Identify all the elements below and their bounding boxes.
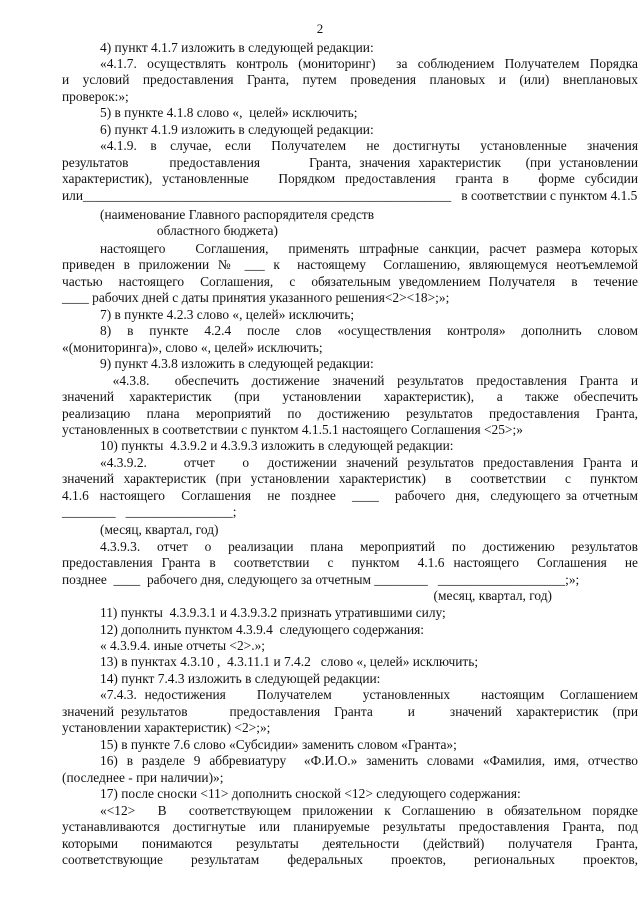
text-line: или_______________________________________________________ в соответствии с пунктом 4.1.5 (62, 188, 638, 203)
text-line: (последнее - при наличии)»; (62, 770, 224, 785)
text-line: 11) пункты 4.3.9.3.1 и 4.3.9.3.2 признать утратившими силу; (100, 605, 446, 620)
text-line: 16) в разделе 9 аббревиатуру «Ф.И.О.» заменить словами «Фамилия, имя, отчество (100, 753, 638, 768)
text-line: соответствующие результатам федеральных проектов, региональных проектов, (62, 852, 638, 867)
text-line: частью настоящего Соглашения, с обязательным уведомлением Получателя в течение (62, 274, 638, 289)
text-line: «7.4.3. недостижения Получателем установленных настоящим Соглашением (100, 687, 638, 702)
text-line: (месяц, квартал, год) (100, 522, 219, 537)
text-line: 7) в пункте 4.2.3 слово «, целей» исключить; (100, 307, 355, 322)
text-line: ________ ________________; (62, 504, 237, 519)
text-line: 4) пункт 4.1.7 изложить в следующей редакции: (100, 40, 374, 55)
text-line: устанавливаются достигнутые или планируемые результаты предоставления Гранта, под (62, 819, 638, 834)
text-line: 12) дополнить пунктом 4.3.9.4 следующего содержания: (100, 622, 424, 637)
text-line: значений характеристик (при установлении характеристик), а также обеспечить (62, 389, 638, 404)
page-number: 2 (316, 21, 324, 36)
text-line: установленных в соответствии с пунктом 4.1.5.1 настоящего Соглашения <25>;» (62, 422, 523, 437)
text-line: 5) в пункте 4.1.8 слово «, целей» исключить; (100, 105, 358, 120)
text-line: (наименование Главного распорядителя средств (100, 207, 375, 222)
text-line: 15) в пункте 7.6 слово «Субсидии» заменить словом «Гранта»; (100, 737, 457, 752)
text-line: значений результатов предоставления Гранта и значений характеристик (при (62, 704, 638, 719)
text-line: позднее ____ рабочего дня, следующего за отчетным ________ ___________________;»; (62, 572, 580, 587)
text-line: 14) пункт 7.4.3 изложить в следующей редакции: (100, 671, 381, 686)
text-line: характеристик), установленные Порядком предоставления гранта в форме субсидии (62, 171, 638, 186)
text-line: 4.1.6 настоящего Соглашения не позднее ____ рабочего дня, следующего за отчетным (62, 488, 638, 503)
text-line: 10) пункты 4.3.9.2 и 4.3.9.3 изложить в следующей редакции: (100, 438, 454, 453)
text-line: 17) после сноски <11> дополнить сноской <12> следующего содержания: (100, 786, 521, 801)
text-line: 13) в пунктах 4.3.10 , 4.3.11.1 и 7.4.2 слово «, целей» исключить; (100, 654, 479, 669)
text-line: проверок:»; (62, 89, 129, 104)
text-line: значений характеристик (при установлении характеристик) в соответствии с пунктом (62, 471, 638, 486)
text-line: «<12> В соответствующем приложении к Соглашению в обязательном порядке (100, 803, 638, 818)
text-line: « 4.3.9.4. иные отчеты <2>.»; (100, 638, 265, 653)
text-line: предоставления Гранта в соответствии с пунктом 4.1.6 настоящего Соглашения не (62, 555, 638, 570)
text-line: реализацию плана мероприятий по достижению результатов предоставления Гранта, (62, 406, 638, 421)
text-line: и условий предоставления Гранта, путем проведения плановых и (или) внеплановых (62, 72, 638, 87)
text-line: «4.3.9.2. отчет о достижении значений результатов предоставления Гранта и (100, 455, 638, 470)
text-line: настоящего Соглашения, применять штрафные санкции, расчет размера которых (100, 241, 638, 256)
text-line: установлении характеристик) <2>;»; (62, 720, 271, 735)
text-line: приведен в приложении № ___ к настоящему Соглашению, являющемуся неотъемлемой (62, 257, 638, 272)
text-line: «4.1.9. в случае, если Получателем не достигнуты установленные значения (100, 138, 638, 153)
text-line: областного бюджета) (100, 223, 278, 238)
text-line: «4.1.7. осуществлять контроль (мониторинг) за соблюдением Получателем Порядка (100, 56, 638, 71)
text-line: 4.3.9.3. отчет о реализации плана мероприятий по достижению результатов (100, 539, 638, 554)
text-line: 8) в пункте 4.2.4 после слов «осуществления контроля» дополнить словом (100, 323, 638, 338)
text-line: «4.3.8. обеспечить достижение значений результатов предоставления Гранта и (100, 373, 638, 388)
text-line: 9) пункт 4.3.8 изложить в следующей редакции: (100, 356, 374, 371)
text-line: ____ рабочих дней с даты принятия указанного решения<2><18>;»; (62, 290, 450, 305)
text-line: результатов предоставления Гранта, значения характеристик (при установлении (62, 155, 638, 170)
text-line: «(мониторинга)», слово «, целей» исключить; (62, 340, 323, 355)
text-line: 6) пункт 4.1.9 изложить в следующей редакции: (100, 122, 374, 137)
text-line: которыми понимаются результаты деятельности (действий) получателя Гранта, (62, 836, 638, 851)
text-line: (месяц, квартал, год) (433, 588, 552, 603)
